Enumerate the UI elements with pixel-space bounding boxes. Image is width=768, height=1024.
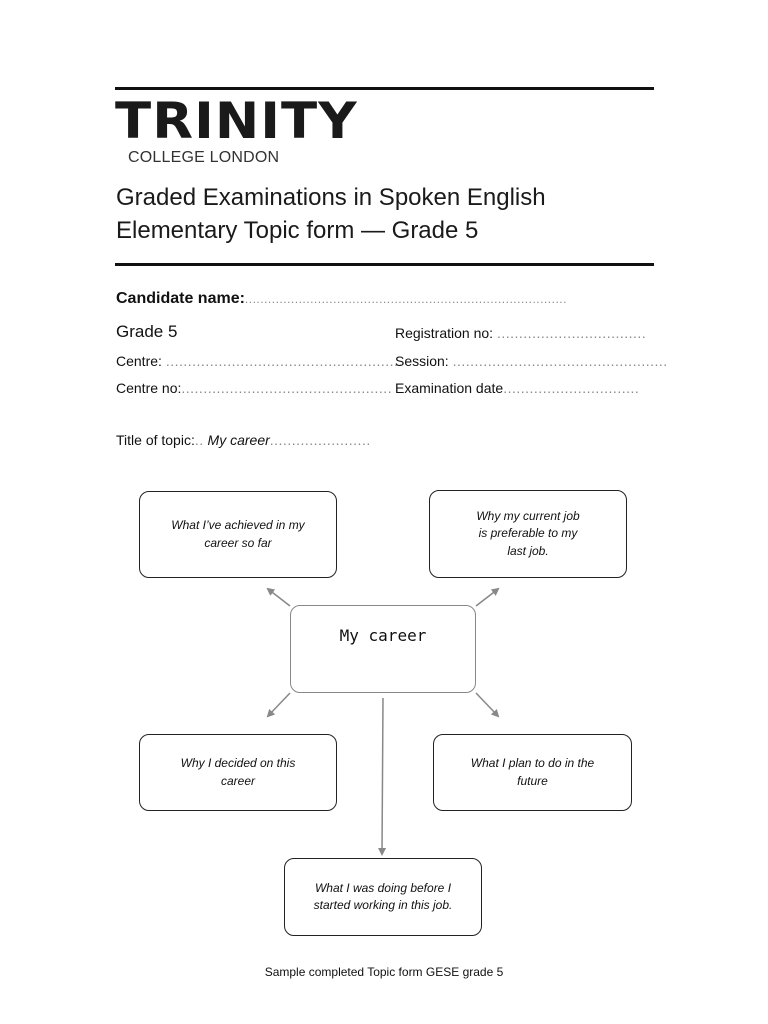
box-line: is preferable to my — [478, 526, 578, 541]
arrow-bottom-right — [476, 693, 498, 716]
form-title-line1: Graded Examinations in Spoken English — [116, 184, 546, 211]
candidate-name-blank[interactable]: .................................................................................... — [244, 292, 567, 306]
box-line: What I plan to do in the — [470, 756, 595, 771]
mindmap-box-current-job — [429, 490, 627, 578]
box-line: Why my current job — [476, 508, 580, 523]
arrow-top-right — [476, 589, 498, 606]
grade-label: Grade 5 — [116, 322, 178, 341]
box-line: future — [517, 773, 548, 788]
exam-date-label: Examination date — [395, 380, 504, 396]
topic-lead-dots: .. — [194, 432, 204, 448]
arrow-top-left — [268, 589, 290, 606]
topic-trail-dots: ....................... — [269, 432, 371, 448]
mindmap-box-before — [284, 858, 482, 936]
box-line: last job. — [507, 543, 549, 558]
mindmap-box-achievements — [139, 491, 337, 578]
topic-title-label: Title of topic: — [116, 432, 195, 448]
trinity-logo: TRINITY — [115, 92, 358, 150]
session-label: Session: — [395, 353, 449, 369]
box-line: started working in this job. — [313, 898, 453, 912]
centre-no-blank[interactable]: ................................................ — [181, 380, 393, 396]
session-blank[interactable]: ................................................. — [452, 353, 668, 369]
box-line: What I was doing before I — [314, 880, 452, 895]
box-line: What I’ve achieved in my — [171, 518, 305, 533]
arrow-bottom-center — [382, 698, 383, 854]
centre-label: Centre: — [116, 353, 162, 369]
box-line: career — [220, 773, 255, 788]
registration-blank[interactable]: .................................. — [496, 325, 647, 341]
topic-title-value[interactable]: My career — [207, 432, 270, 448]
form-title-line2: Elementary Topic form — Grade 5 — [116, 217, 479, 244]
logo-subtitle: COLLEGE LONDON — [128, 149, 280, 166]
mindmap-box-future — [433, 734, 632, 811]
centre-no-label: Centre no: — [116, 380, 182, 396]
mindmap-center-topic: My career — [290, 605, 476, 693]
exam-date-blank[interactable]: ............................... — [503, 380, 640, 396]
candidate-name-label: Candidate name: — [116, 290, 245, 307]
arrow-bottom-left — [268, 693, 290, 716]
centre-blank[interactable]: ...................................................... — [165, 353, 403, 369]
box-line: career so far — [204, 535, 272, 550]
mindmap-box-decision — [139, 734, 337, 811]
page-caption: Sample completed Topic form GESE grade 5 — [264, 965, 504, 979]
box-line: Why I decided on this — [180, 756, 296, 771]
registration-label: Registration no: — [395, 325, 494, 341]
